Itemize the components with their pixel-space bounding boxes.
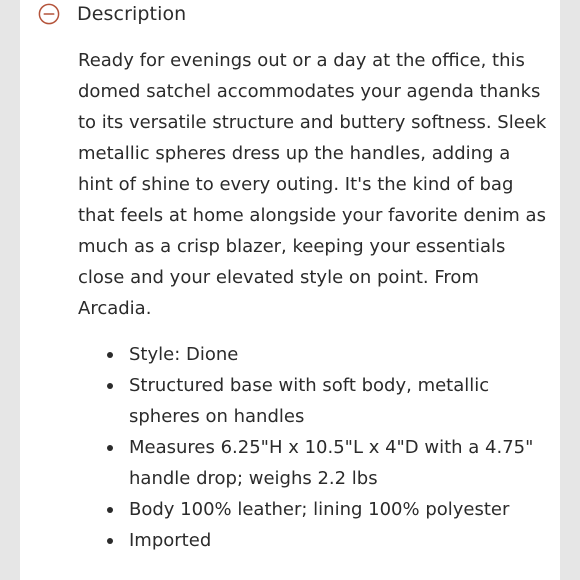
feature-item: Style: Dione bbox=[78, 339, 538, 370]
feature-list bbox=[78, 339, 538, 556]
feature-item: Structured base with soft body, metallic spheres on handles bbox=[78, 370, 538, 432]
feature-item: Imported bbox=[78, 525, 538, 556]
section-title: Description bbox=[77, 3, 187, 25]
collapse-minus-icon[interactable] bbox=[38, 3, 60, 25]
description-section-toggle[interactable] bbox=[38, 0, 186, 28]
description-panel bbox=[20, 0, 560, 580]
feature-item: Measures 6.25"H x 10.5"L x 4"D with a 4.75" handle drop; weighs 2.2 lbs bbox=[78, 432, 538, 494]
product-description: Ready for evenings out or a day at the office, this domed satchel accommodates your agenda thanks to its versatile structure and buttery softness. Sleek metallic spheres dress up the handles, adding a hint of shine to every outing. It's the kind of bag that feels at home alongside your favorite denim as much as a crisp blazer, keeping your essentials close and your elevated style on point. From Arcadia. bbox=[78, 50, 547, 319]
feature-item: Body 100% leather; lining 100% polyester bbox=[78, 494, 538, 525]
